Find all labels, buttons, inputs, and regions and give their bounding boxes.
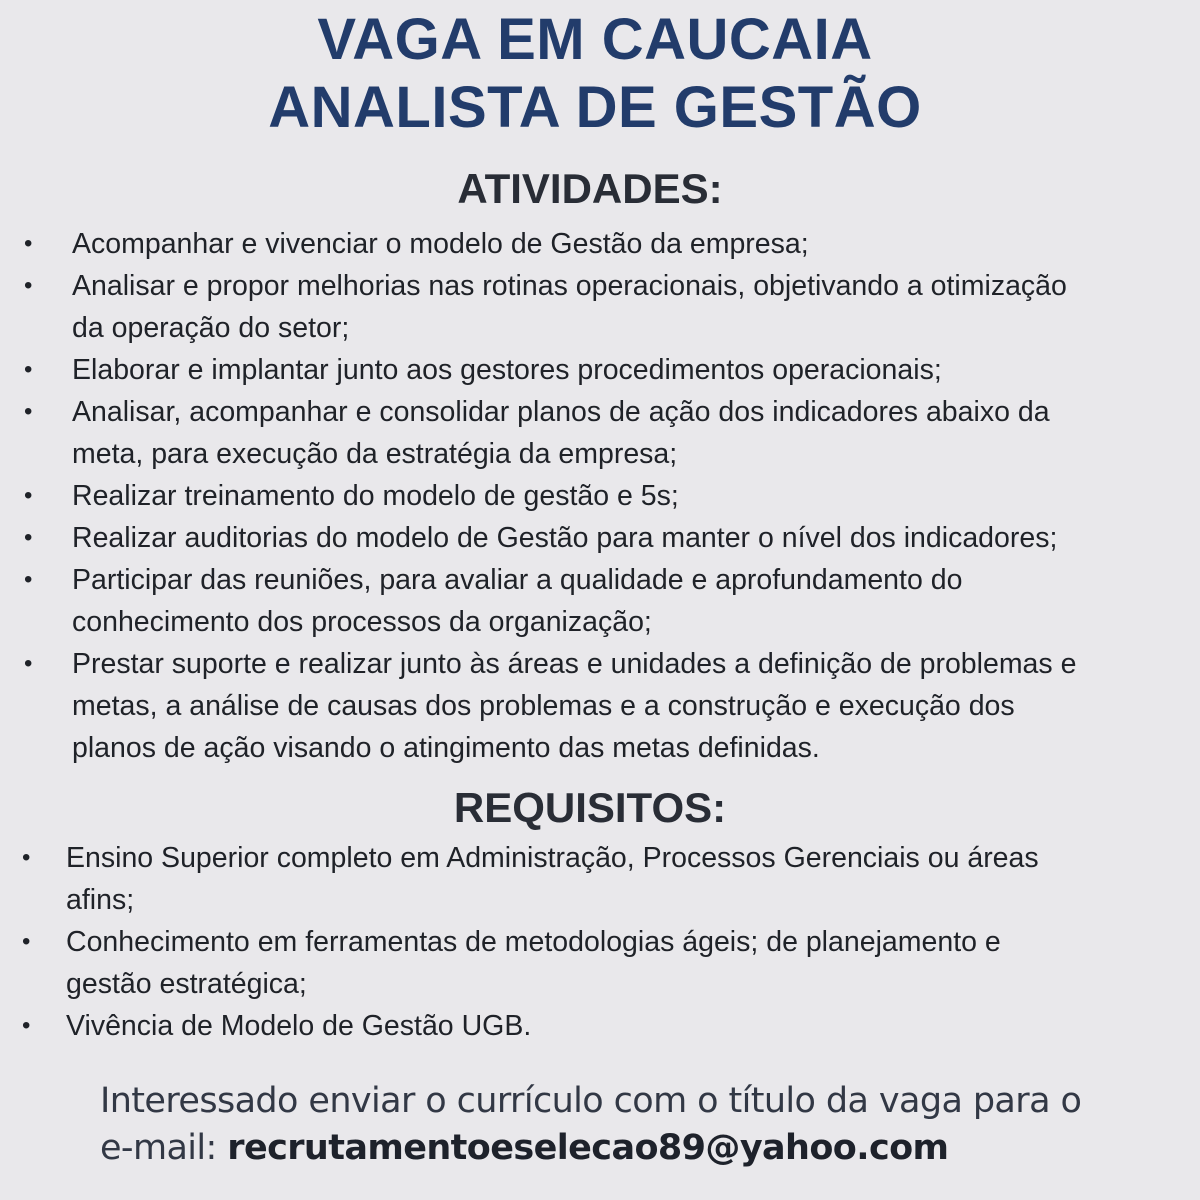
bullet-icon: • — [24, 650, 33, 677]
list-item-text: afins; — [66, 884, 135, 916]
list-item — [0, 643, 1200, 769]
list-item-text: da operação do setor; — [72, 312, 350, 344]
list-item — [0, 391, 1200, 475]
list-item-text: Realizar treinamento do modelo de gestão e 5s; — [72, 480, 679, 512]
list-item-text: Elaborar e implantar junto aos gestores procedimentos operacionais; — [72, 354, 942, 386]
bullet-icon: • — [22, 1012, 31, 1039]
list-item — [0, 223, 1200, 265]
bullet-icon: • — [24, 230, 33, 257]
list-item — [0, 1005, 1200, 1047]
bullet-icon: • — [24, 356, 33, 383]
bullet-icon: • — [24, 272, 33, 299]
list-item-text: planos de ação visando o atingimento das metas definidas. — [72, 732, 820, 764]
bullet-icon: • — [22, 928, 31, 955]
list-item — [0, 517, 1200, 559]
list-item — [0, 349, 1200, 391]
activities-list — [0, 223, 1200, 769]
list-item — [0, 475, 1200, 517]
list-item — [0, 921, 1200, 1005]
list-item-text: meta, para execução da estratégia da empresa; — [72, 438, 678, 470]
contact-footer — [100, 1078, 1081, 1172]
title-line-1: VAGA EM CAUCAIA — [317, 7, 873, 72]
list-item-text: metas, a análise de causas dos problemas e a construção e execução dos — [72, 690, 1015, 722]
list-item-text: gestão estratégica; — [66, 968, 307, 1000]
requirements-list — [0, 837, 1200, 1047]
bullet-icon: • — [24, 524, 33, 551]
list-item-text: Conhecimento em ferramentas de metodologias ágeis; de planejamento e — [66, 926, 1001, 958]
activities-heading: ATIVIDADES: — [457, 165, 723, 212]
footer-line-2 — [100, 1125, 1081, 1172]
list-item — [0, 265, 1200, 349]
title-line-2: ANALISTA DE GESTÃO — [268, 75, 922, 140]
list-item-text: Ensino Superior completo em Administração, Processos Gerenciais ou áreas — [66, 842, 1039, 874]
email-address[interactable]: recrutamentoeselecao89@yahoo.com — [227, 1128, 949, 1168]
bullet-icon: • — [24, 398, 33, 425]
footer-line-1: Interessado enviar o currículo com o título da vaga para o — [100, 1081, 1082, 1121]
list-item-text: conhecimento dos processos da organização; — [72, 606, 652, 638]
list-item-text: Analisar, acompanhar e consolidar planos de ação dos indicadores abaixo da — [72, 396, 1050, 428]
bullet-icon: • — [22, 844, 31, 871]
email-label: e-mail: — [100, 1128, 228, 1168]
list-item-text: Analisar e propor melhorias nas rotinas operacionais, objetivando a otimização — [72, 270, 1067, 302]
list-item-text: Acompanhar e vivenciar o modelo de Gestão da empresa; — [72, 228, 809, 260]
list-item — [0, 559, 1200, 643]
bullet-icon: • — [24, 482, 33, 509]
list-item-text: Realizar auditorias do modelo de Gestão para manter o nível dos indicadores; — [72, 522, 1058, 554]
list-item-text: Prestar suporte e realizar junto às áreas e unidades a definição de problemas e — [72, 648, 1077, 680]
list-item — [0, 837, 1200, 921]
requirements-heading: REQUISITOS: — [453, 784, 727, 831]
bullet-icon: • — [24, 566, 33, 593]
list-item-text: Vivência de Modelo de Gestão UGB. — [66, 1010, 532, 1042]
list-item-text: Participar das reuniões, para avaliar a qualidade e aprofundamento do — [72, 564, 963, 596]
